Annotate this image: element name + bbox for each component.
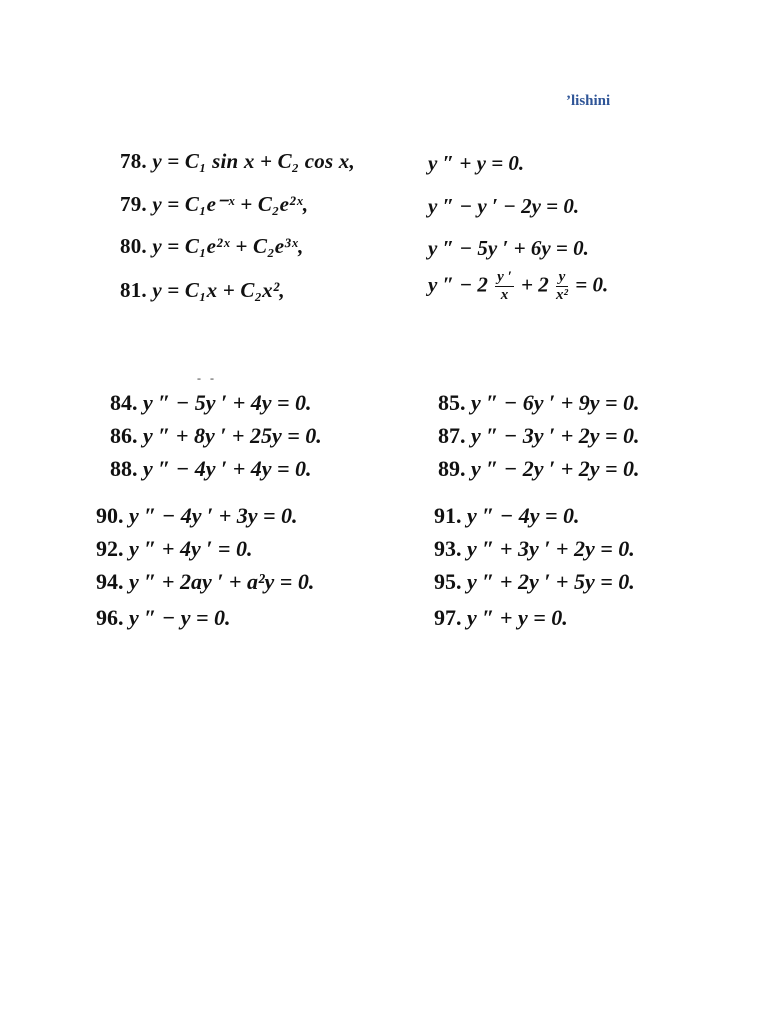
pair-78-equation: y ″ + y = 0.	[428, 151, 525, 175]
task-94	[96, 569, 314, 595]
task-91	[434, 503, 580, 529]
pair-81-number: 81.	[120, 278, 147, 302]
task-equation: y ″ + 8y ′ + 25y = 0.	[143, 423, 322, 448]
task-number: 84.	[110, 390, 138, 415]
task-equation: y ″ + y = 0.	[467, 605, 568, 630]
fraction-denominator: x²	[556, 287, 569, 303]
task-equation: y ″ + 4y ′ = 0.	[129, 536, 253, 561]
fraction-numerator: y	[556, 270, 568, 287]
pair-80-number: 80.	[120, 234, 147, 258]
task-number: 94.	[96, 569, 124, 594]
task-97	[434, 605, 568, 631]
task-equation: y ″ + 3y ′ + 2y = 0.	[467, 536, 635, 561]
pair-80-expression: y = C₁e²ˣ + C₂e³ˣ,	[152, 234, 304, 258]
task-number: 95.	[434, 569, 462, 594]
task-90	[96, 503, 298, 529]
pair-80-function	[120, 234, 304, 259]
pair-79-expression: y = C₁e⁻ˣ + C₂e²ˣ,	[152, 192, 309, 216]
task-equation: y ″ − y = 0.	[129, 605, 231, 630]
task-95	[434, 569, 635, 595]
task-equation: y ″ − 4y = 0.	[467, 503, 580, 528]
task-87	[438, 423, 640, 449]
task-89	[438, 456, 640, 482]
pair-81-eq-suffix: = 0.	[575, 272, 609, 297]
fraction-numerator: y ′	[497, 269, 512, 285]
pair-78-number: 78.	[120, 149, 147, 173]
pair-81-expression: y = C₁x + C₂x²,	[152, 278, 285, 302]
pair-79-number: 79.	[120, 192, 147, 216]
fraction-denominator: x	[500, 287, 509, 303]
pair-81-eq-mid: + 2	[521, 272, 549, 297]
task-number: 89.	[438, 456, 466, 481]
task-number: 96.	[96, 605, 124, 630]
stray-mark: - -	[197, 371, 217, 385]
task-number: 93.	[434, 536, 462, 561]
task-84	[110, 390, 312, 416]
pair-78-function	[120, 149, 355, 174]
task-88	[110, 456, 312, 482]
task-93	[434, 536, 635, 562]
task-equation: y ″ − 4y ′ + 4y = 0.	[143, 456, 312, 481]
task-number: 92.	[96, 536, 124, 561]
task-number: 97.	[434, 605, 462, 630]
task-equation: y ″ − 4y ′ + 3y = 0.	[129, 503, 298, 528]
pair-78-expression: y = C₁ sin x + C₂ cos x,	[152, 149, 355, 173]
task-number: 86.	[110, 423, 138, 448]
task-number: 88.	[110, 456, 138, 481]
task-86	[110, 423, 322, 449]
fraction-y-prime-over-x	[495, 270, 514, 303]
task-number: 90.	[96, 503, 124, 528]
task-equation: y ″ + 2ay ′ + a²y = 0.	[129, 569, 315, 594]
pair-81-eq-prefix: y ″ − 2	[428, 272, 488, 297]
pair-81-equation	[428, 270, 608, 303]
task-number: 87.	[438, 423, 466, 448]
pair-80-equation: y ″ − 5y ′ + 6y = 0.	[428, 236, 589, 260]
fraction-y-over-x-squared	[556, 270, 568, 303]
task-equation: y ″ + 2y ′ + 5y = 0.	[467, 569, 635, 594]
pair-79-equation: y ″ − y ′ − 2y = 0.	[428, 194, 580, 218]
task-number: 85.	[438, 390, 466, 415]
pair-81-function	[120, 278, 285, 303]
task-96	[96, 605, 231, 631]
task-92	[96, 536, 252, 562]
task-equation: y ″ − 3y ′ + 2y = 0.	[471, 423, 640, 448]
task-85	[438, 390, 640, 416]
task-number: 91.	[434, 503, 462, 528]
task-equation: y ″ − 6y ′ + 9y = 0.	[471, 390, 640, 415]
task-equation: y ″ − 2y ′ + 2y = 0.	[471, 456, 640, 481]
header-fragment: ’lishini	[566, 93, 611, 109]
pair-79-function	[120, 192, 308, 217]
task-equation: y ″ − 5y ′ + 4y = 0.	[143, 390, 312, 415]
